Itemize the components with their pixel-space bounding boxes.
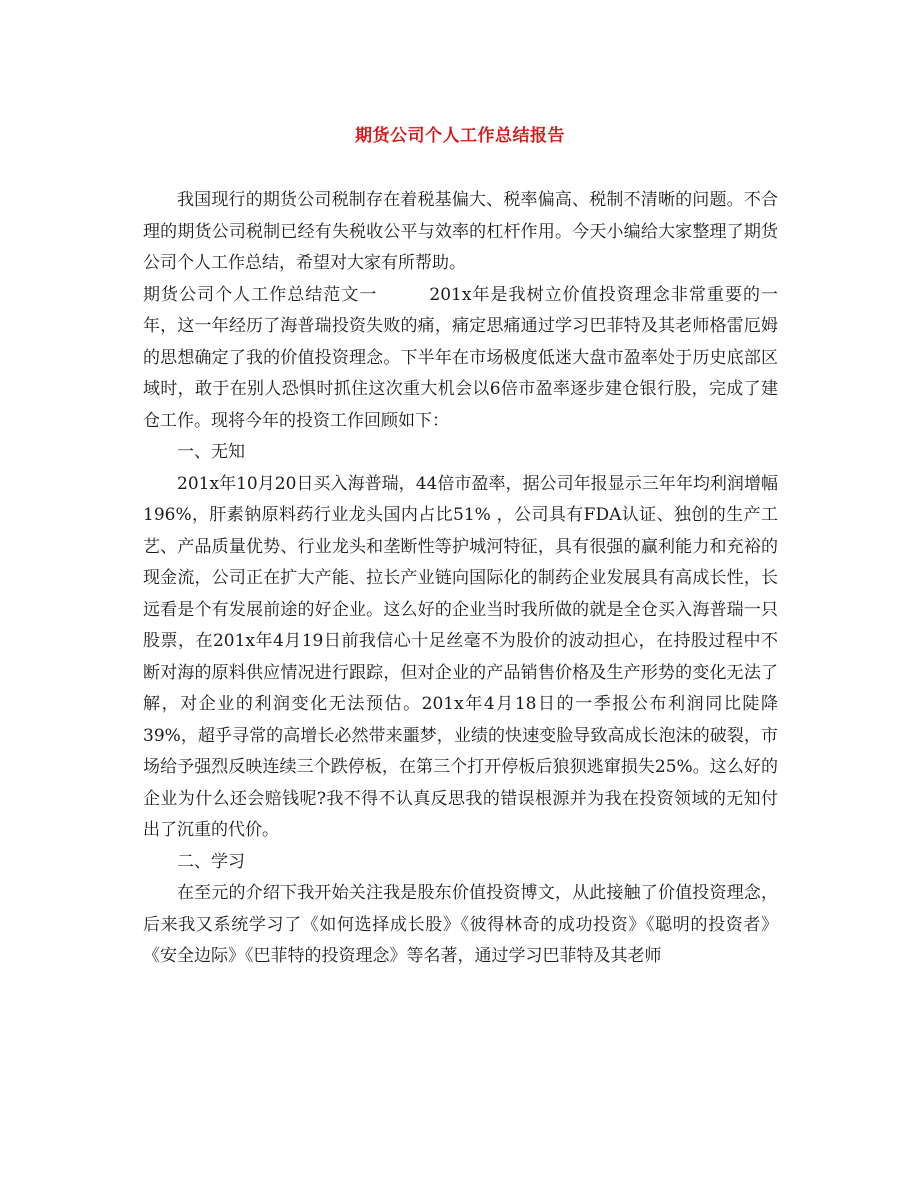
sample-text: 201x年是我树立价值投资理念非常重要的一年，这一年经历了海普瑞投资失败的痛，痛定思痛通过学习巴菲特及其老师格雷厄姆的思想确定了我的价值投资理念。下半年在市场极度低迷大盘市盈率处于历史底部区域时，敢于在别人恐惧时抓住这次重大机会以6倍市盈率逐步建仓银行股，完成了建仓工作。现将今年的投资工作回顾如下： bbox=[143, 284, 778, 431]
section-heading-2: 二、学习 bbox=[177, 851, 245, 872]
document-title: 期货公司个人工作总结报告 bbox=[355, 126, 565, 146]
sample-paragraph bbox=[143, 280, 778, 438]
section-paragraph-2: 在至元的介绍下我开始关注我是股东价值投资博文，从此接触了价值投资理念，后来我又系统学习了《如何选择成长股》《彼得林奇的成功投资》《聪明的投资者》《安全边际》《巴菲特的投资理念》等名著，通过学习巴菲特及其老师 bbox=[143, 883, 778, 966]
document-body bbox=[143, 185, 778, 973]
section-paragraph-1: 201x年10月20日买入海普瑞，44倍市盈率，据公司年报显示三年年均利润增幅196%，肝素钠原料药行业龙头国内占比51% ，公司具有FDA认证、独创的生产工艺、产品质量优势、行业龙头和垄断性等护城河特征，具有很强的赢利能力和充裕的现金流，公司正在扩大产能、拉长产业链向国际化的制药企业发展具有高成长性，长远看是个有发展前途的好企业。这么好的企业当时我所做的就是全仓买入海普瑞一只股票，在201x年4月19日前我信心十足丝毫不为股价的波动担心，在持股过程中不断对海的原料供应情况进行跟踪，但对企业的产品销售价格及生产形势的变化无法了解，对企业的利润变化无法预估。201x年4月18日的一季报公布利润同比陡降39%，超乎寻常的高增长必然带来噩梦，业绩的快速变脸导致高成长泡沫的破裂，市场给予强烈反映连续三个跌停板，在第三个打开停板后狼狈逃窜损失25%。这么好的企业为什么还会赔钱呢?我不得不认真反思我的错误根源并为我在投资领域的无知付出了沉重的代价。 bbox=[143, 473, 778, 840]
section-heading-1: 一、无知 bbox=[177, 442, 245, 462]
sample-label: 期货公司个人工作总结范文一 bbox=[143, 284, 378, 305]
intro-paragraph: 我国现行的期货公司税制存在着税基偏大、税率偏高、税制不清晰的问题。不合理的期货公司税制已经有失税收公平与效率的杠杆作用。今天小编给大家整理了期货公司个人工作总结，希望对大家有所帮助。 bbox=[143, 190, 778, 273]
